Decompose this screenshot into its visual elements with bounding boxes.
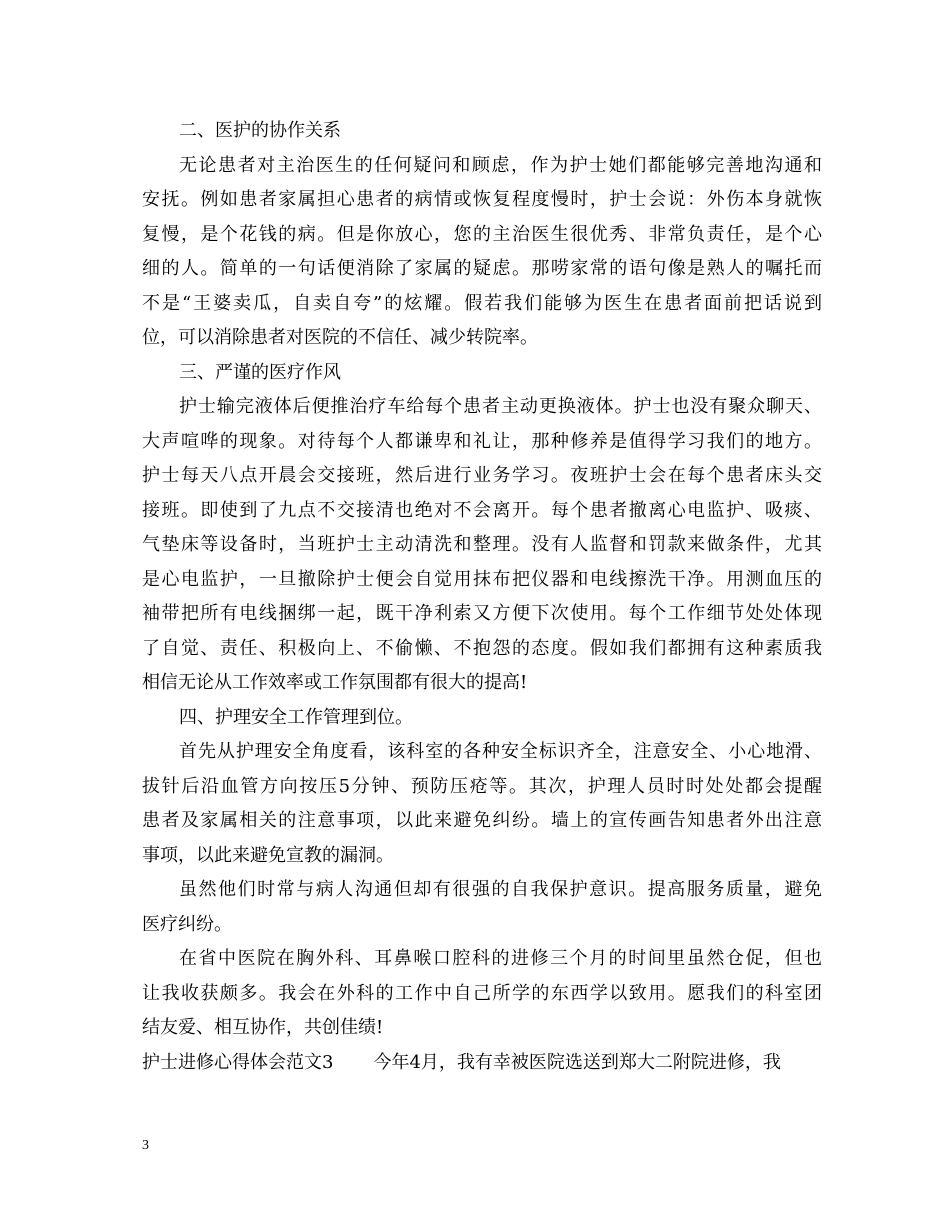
paragraph-line: 是心电监护，一旦撤除护士便会自觉用抹布把仪器和电线擦洗干净。用测血压的 [142, 568, 822, 590]
section-heading: 三、严谨的医疗作风 [179, 361, 341, 383]
paragraph-line: 相信无论从工作效率或工作氛围都有很大的提高! [142, 672, 528, 693]
paragraph-line: 拔针后沿血管方向按压5分钟、预防压疮等。其次，护理人员时时处处都会提醒 [142, 775, 822, 797]
next-article-line [142, 1046, 822, 1081]
paragraph-line: 安抚。例如患者家属担心患者的病情或恢复程度慢时，护士会说：外伤本身就恢 [142, 189, 822, 210]
paragraph-line: 不是“王婆卖瓜，自卖自夸”的炫耀。假若我们能够为医生在患者面前把话说到 [142, 292, 822, 314]
next-article-text: 今年4月，我有幸被医院选送到郑大二附院进修，我 [373, 1051, 781, 1073]
paragraph-line: 大声喧哗的现象。对待每个人都谦卑和礼让，那种修养是值得学习我们的地方。 [142, 430, 822, 452]
section-heading: 四、护理安全工作管理到位。 [179, 706, 413, 728]
paragraph-line: 首先从护理安全角度看，该科室的各种安全标识齐全，注意安全、小心地滑、 [179, 741, 822, 762]
paragraph-line: 气垫床等设备时，当班护士主动清洗和整理。没有人监督和罚款来做条件，尤其 [142, 534, 822, 555]
next-article-title: 护士进修心得体会范文3 [142, 1051, 334, 1073]
paragraph-line: 位，可以消除患者对医院的不信任、减少转院率。 [142, 327, 538, 348]
paragraph-line: 患者及家属相关的注意事项，以此来避免纠纷。墙上的宣传画告知患者外出注意 [142, 810, 822, 831]
paragraph-line: 医疗纠纷。 [142, 913, 232, 935]
paragraph-line: 细的人。简单的一句话便消除了家属的疑虑。那唠家常的语句像是熟人的嘱托而 [142, 258, 822, 279]
paragraph-line: 了自觉、责任、积极向上、不偷懒、不抱怨的态度。假如我们都拥有这种素质我 [142, 637, 822, 659]
paragraph-line: 结友爱、相互协作，共创佳绩! [142, 1017, 384, 1038]
paragraph-line: 在省中医院在胸外科、耳鼻喉口腔科的进修三个月的时间里虽然仓促，但也 [179, 948, 822, 969]
document-body [142, 114, 822, 1080]
paragraph-line: 复慢，是个花钱的病。但是你放心，您的主治医生很优秀、非常负责任，是个心 [142, 223, 822, 245]
paragraph-line: 护士每天八点开晨会交接班，然后进行业务学习。夜班护士会在每个患者床头交 [142, 465, 822, 486]
section-heading: 二、医护的协作关系 [179, 120, 341, 141]
paragraph-line: 虽然他们时常与病人沟通但却有很强的自我保护意识。提高服务质量，避免 [179, 879, 822, 900]
page-number: 3 [142, 1138, 149, 1153]
paragraph-line: 事项，以此来避免宣教的漏洞。 [142, 844, 394, 866]
paragraph-line: 无论患者对主治医生的任何疑问和顾虑，作为护士她们都能够完善地沟通和 [179, 154, 822, 176]
paragraph-line: 护士输完液体后便推治疗车给每个患者主动更换液体。护士也没有聚众聊天、 [179, 396, 822, 417]
paragraph-line: 接班。即使到了九点不交接清也绝对不会离开。每个患者撤离心电监护、吸痰、 [142, 499, 822, 521]
paragraph-line: 让我收获颇多。我会在外科的工作中自己所学的东西学以致用。愿我们的科室团 [142, 982, 822, 1004]
paragraph-line: 袖带把所有电线捆绑一起，既干净利索又方便下次使用。每个工作细节处处体现 [142, 603, 822, 624]
